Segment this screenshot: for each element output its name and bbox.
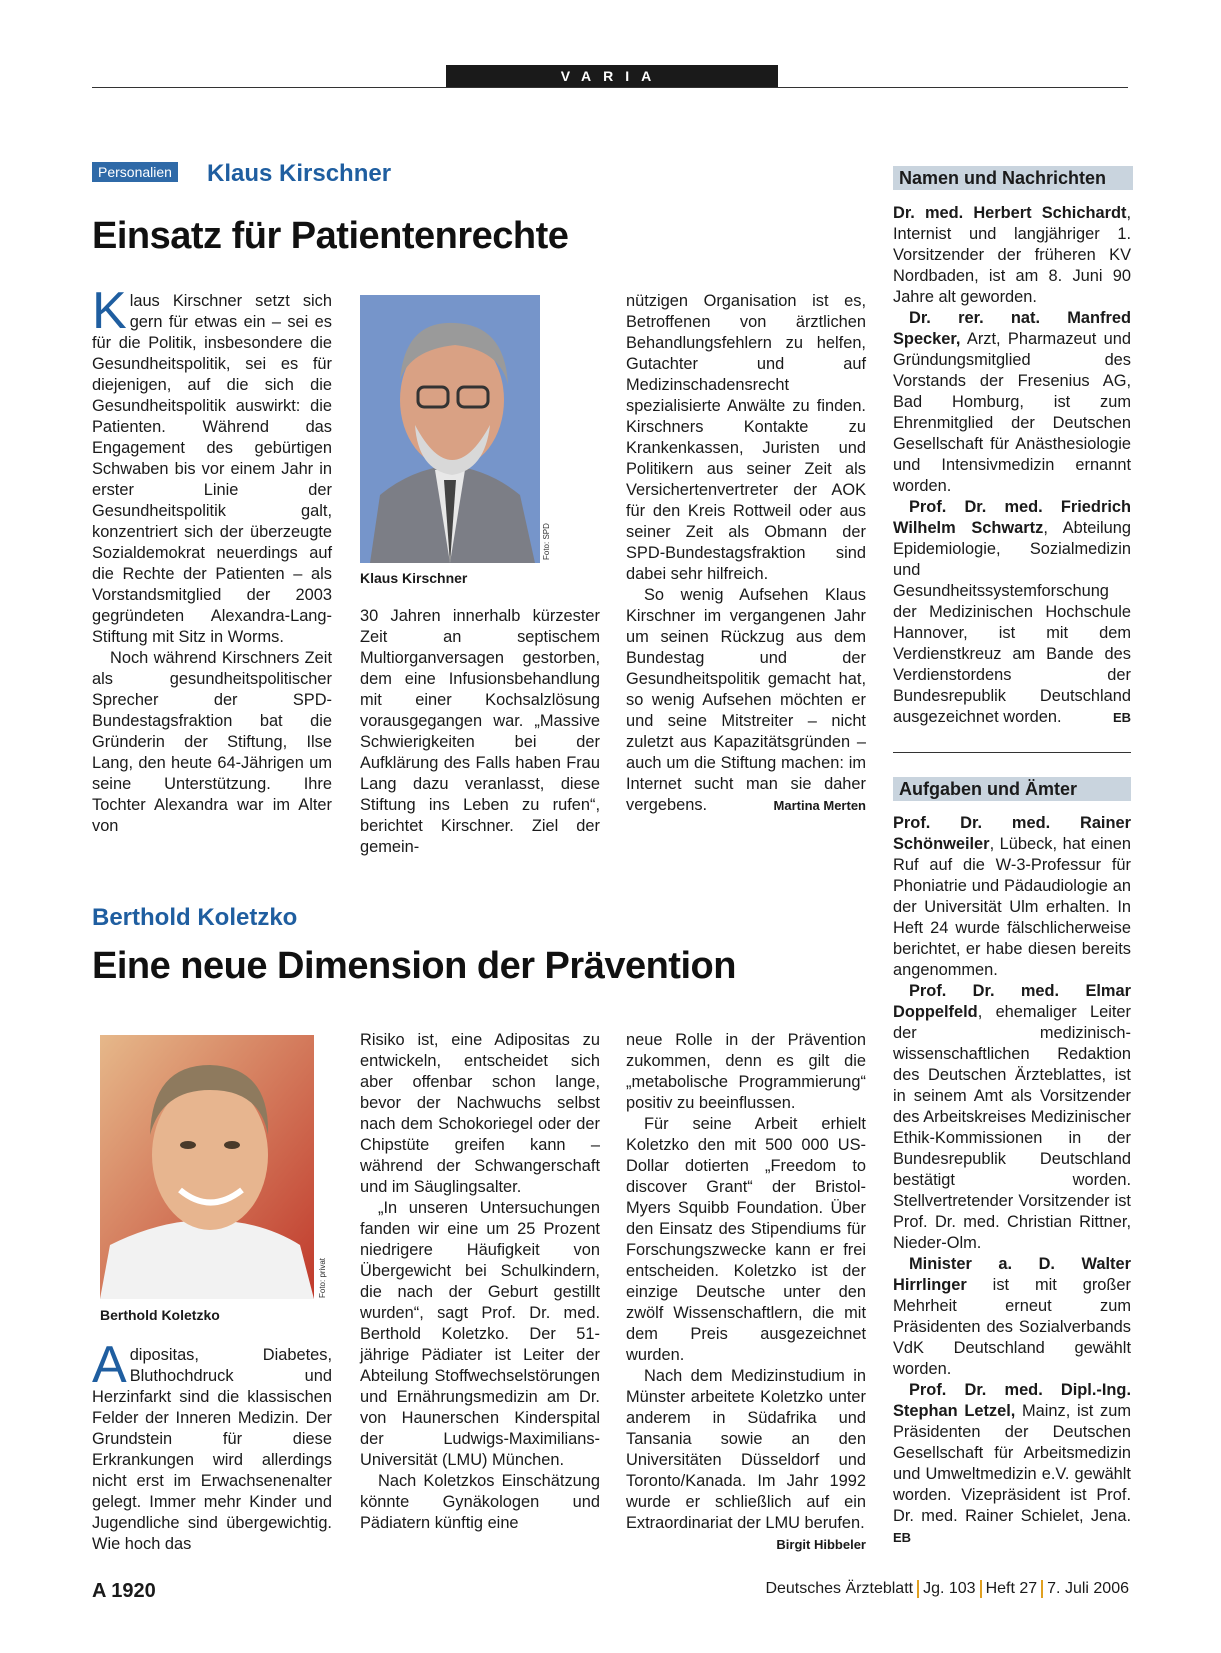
news-item — [893, 308, 1131, 497]
signature: EB — [893, 1530, 912, 1545]
paragraph: 30 Jahren innerhalb kürzester Zeit an septischem Multiorganversagen gestorben, dem eine Infusionsbehandlung mit einer Kochsalzlösung vorausgegangen war. „Massive Schwierigkeiten bei der Aufklärung des Falls haben Frau Lang dazu veranlasst, diese Stiftung ins Leben zu rufen“, berichtet Kirschner. Ziel der gemein- — [360, 607, 600, 856]
koletzko-photo — [100, 1035, 314, 1299]
paragraph: Klaus Kirschner setzt sich gern für etwas ein – sei es für die Politik, insbesondere die Gesundheitspolitik, sei es für diejenigen, auf die sich die Gesundheitspolitik auswirkt: die Patienten. Während das Engagement des gebürtigen Schwaben bis vor einem Jahr in erster Linie der Gesundheitspolitik galt, konzentriert sich der überzeugte Sozialdemokrat neuerdings auf die Rechte der Patienten – als Vorstandsmitglied der 2003 gegründeten Alexandra-Lang-Stiftung mit Sitz in Worms. — [92, 282, 332, 646]
paragraph: Nach Koletzkos Einschätzung könnte Gynäkologen und Pädiatern künftig eine — [360, 1472, 600, 1532]
paragraph: Adipositas, Diabetes, Bluthochdruck und Herzinfarkt sind die klassischen Felder der Inneren Medizin. Der Grundstein für diese Erkrankungen wird allerdings nicht erst im Erwachsenenalter gelegt. Immer mehr Kinder und Jugendliche sind übergewichtig. Wie hoch das — [92, 1336, 332, 1553]
news-text: ist mit großer Mehrheit erneut zum Präsidenten des Sozialverbands VdK Deutschland gewählt worden. — [893, 1276, 1131, 1378]
paragraph: Noch während Kirschners Zeit als gesundheitspolitischer Sprecher der SPD-Bundestagsfraktion bat die Gründerin der Stiftung, Ilse Lang, den heute 64-Jährigen um seine Unterstützung. Ihre Tochter Alexandra war im Alter von — [92, 649, 332, 835]
paragraph — [626, 585, 866, 816]
separator — [980, 1580, 982, 1598]
news-item — [893, 813, 1131, 981]
person-name: Prof. Dr. med. Friedrich Wilhelm Schwartz — [893, 498, 1131, 537]
sidebar-news — [893, 203, 1131, 728]
news-text: , Internist und langjähriger 1. Vorsitzender der früheren KV Nordbaden, ist am 8. Juni 90 Jahre alt geworden. — [893, 204, 1131, 306]
article1-kicker: Klaus Kirschner — [207, 160, 392, 187]
person-name: Dr. rer. nat. Manfred Specker, — [893, 309, 1131, 348]
paragraph-text: So wenig Aufsehen Klaus Kirschner im vergangenen Jahr um seinen Rückzug aus dem Bundestag und der Gesundheitspolitik gemacht hat, so wenig Aufsehen möchten er und seine Mitstreiter – nicht zuletzt aus Kapazitätsgründen – auch um die Stiftung machen: im Internet sucht man sie daher vergebens. — [626, 586, 866, 814]
photo-caption: Berthold Koletzko — [100, 1307, 220, 1323]
author: Birgit Hibbeler — [776, 1537, 866, 1552]
article1-col3 — [626, 291, 866, 816]
paragraph-text: Nach dem Medizinstudium in Münster arbeitete Koletzko unter anderem in Südafrika und Tansania sowie an den Universitäten Düsseldorf und Toronto/Kanada. Im Jahr 1992 wurde er schließlich auf ein Extraordinariat der LMU berufen. — [626, 1367, 866, 1532]
paragraph — [626, 1366, 866, 1552]
article2-col2 — [360, 1030, 600, 1534]
separator — [1041, 1580, 1043, 1598]
news-item — [893, 497, 1131, 728]
article2-col1 — [92, 1336, 332, 1555]
article2-kicker: Berthold Koletzko — [92, 904, 298, 931]
person-name: Prof. Dr. med. Dipl.-Ing. Stephan Letzel, — [893, 1381, 1131, 1420]
photo-caption: Klaus Kirschner — [360, 570, 468, 586]
paragraph: Risiko ist, eine Adipositas zu entwickeln, entscheidet sich aber offenbar schon lange, bevor der Nachwuchs selbst nach dem Schokoriegel oder der Chipstüte greifen kann – während der Schwangerschaft und im Säuglingsalter. — [360, 1031, 600, 1196]
article2-headline: Eine neue Dimension der Prävention — [92, 945, 736, 987]
article1-col2 — [360, 606, 600, 858]
news-text: Arzt, Pharmazeut und Gründungsmitglied des Vorstands der Fresenius AG, Bad Homburg, ist zum Ehrenmitglied der Deutschen Gesellschaft für Anästhesiologie und Intensivmedizin ernannt worden. — [893, 330, 1131, 495]
news-item — [893, 1380, 1131, 1548]
paragraph: nützigen Organisation ist es, Betroffenen von ärztlichen Behandlungsfehlern zu helfen, Gutachter und auf Medizinschadensrecht spezialisierte Anwälte zu finden. Kirschners Kontakte zu Krankenkassen, Juristen und Politikern aus seiner Zeit als Versichertenvertreter der AOK für den Kreis Rottweil oder aus seiner Zeit als Obmann der SPD-Bundestagsfraktion sind dabei sehr hilfreich. — [626, 292, 866, 583]
kirschner-photo — [360, 295, 540, 563]
sidebar-appointments — [893, 813, 1131, 1548]
sidebar-divider — [893, 752, 1131, 753]
person-name: Prof. Dr. med. Rainer Schönweiler — [893, 814, 1131, 853]
sidebar-heading: Namen und Nachrichten — [893, 166, 1133, 190]
paragraph: Für seine Arbeit erhielt Koletzko den mit 500 000 US-Dollar dotierten „Freedom to discover Grant“ der Bristol-Myers Squibb Foundation. Über den Einsatz des Stipendiums für Forschungszwecke kann er frei entscheiden. Koletzko ist der einzige Deutsche unter den zwölf Wissenschaftlern, die mit dem Preis ausgezeichnet wurden. — [626, 1115, 866, 1364]
journal-name: Deutsches Ärzteblatt — [765, 1580, 914, 1598]
person-name: Dr. med. Herbert Schichardt — [893, 204, 1127, 222]
news-item — [893, 1254, 1131, 1380]
photo-credit: Foto: privat — [318, 1257, 327, 1298]
separator — [917, 1580, 919, 1598]
author: Martina Merten — [773, 798, 866, 813]
journal-volume: Jg. 103 — [923, 1580, 976, 1598]
person-name: Prof. Dr. med. Elmar Doppelfeld — [893, 982, 1131, 1021]
article2-col3 — [626, 1030, 866, 1555]
journal-info — [765, 1580, 1129, 1598]
article1-headline: Einsatz für Patientenrechte — [92, 215, 569, 257]
header-rule — [92, 87, 1128, 88]
news-text: , ehemaliger Leiter der medizinisch-wissenschaftlichen Redaktion des Deutschen Ärzteblattes, ist in seinem Amt als Vorsitzender des Arbeitskreises Medizinischer Ethik-Kommissionen in der Bundesrepublik Deutschland bestätigt worden. Stellvertretender Vorsitzender ist Prof. Dr. med. Christian Rittner, Nieder-Olm. — [893, 1003, 1131, 1252]
article1-col1 — [92, 282, 332, 837]
news-text: , Lübeck, hat einen Ruf auf die W-3-Professur für Phoniatrie und Pädaudiologie an der Universität Ulm erhalten. In Heft 24 wurde fälschlicherweise berichtet, er habe diesen bereits angenommen. — [893, 835, 1131, 979]
signature: EB — [1112, 710, 1131, 725]
paragraph: neue Rolle in der Prävention zukommen, denn es gilt die „metabolische Programmierung“ positiv zu beeinflussen. — [626, 1031, 866, 1112]
photo-credit: Foto: SPD — [542, 523, 551, 560]
paragraph: „In unseren Untersuchungen fanden wir eine um 25 Prozent niedrigere Häufigkeit von Übergewicht bei Schulkindern, die nach der Geburt gestillt wurden“, sagt Prof. Dr. med. Berthold Koletzko. Der 51-jährige Pädiater ist Leiter der Abteilung Stoffwechselstörungen und Ernährungsmedizin am Dr. von Haunerschen Kinderspital der Ludwigs-Maximilians-Universität (LMU) München. — [360, 1199, 600, 1469]
journal-date: 7. Juli 2006 — [1047, 1580, 1129, 1598]
news-item — [893, 981, 1131, 1254]
category-badge: Personalien — [92, 162, 178, 182]
sidebar-heading: Aufgaben und Ämter — [893, 777, 1131, 801]
news-text: Mainz, ist zum Präsidenten der Deutschen Gesellschaft für Arbeitsmedizin und Umweltmedizin e.V. gewählt worden. Vizepräsident ist Prof. Dr. med. Rainer Schielet, Jena. — [893, 1402, 1131, 1525]
person-name: Minister a. D. Walter Hirrlinger — [893, 1255, 1131, 1294]
news-text: , Abteilung Epidemiologie, Sozialmedizin und Gesundheitssystemforschung der Medizinischen Hochschule Hannover, ist mit dem Verdienstkreuz am Bande des Verdienstordens der Bundesrepublik Deutschland ausgezeichnet worden. — [893, 519, 1131, 726]
news-item — [893, 203, 1131, 308]
section-label: VARIA — [446, 65, 778, 87]
journal-issue: Heft 27 — [985, 1580, 1038, 1598]
page-number: A 1920 — [92, 1580, 156, 1602]
